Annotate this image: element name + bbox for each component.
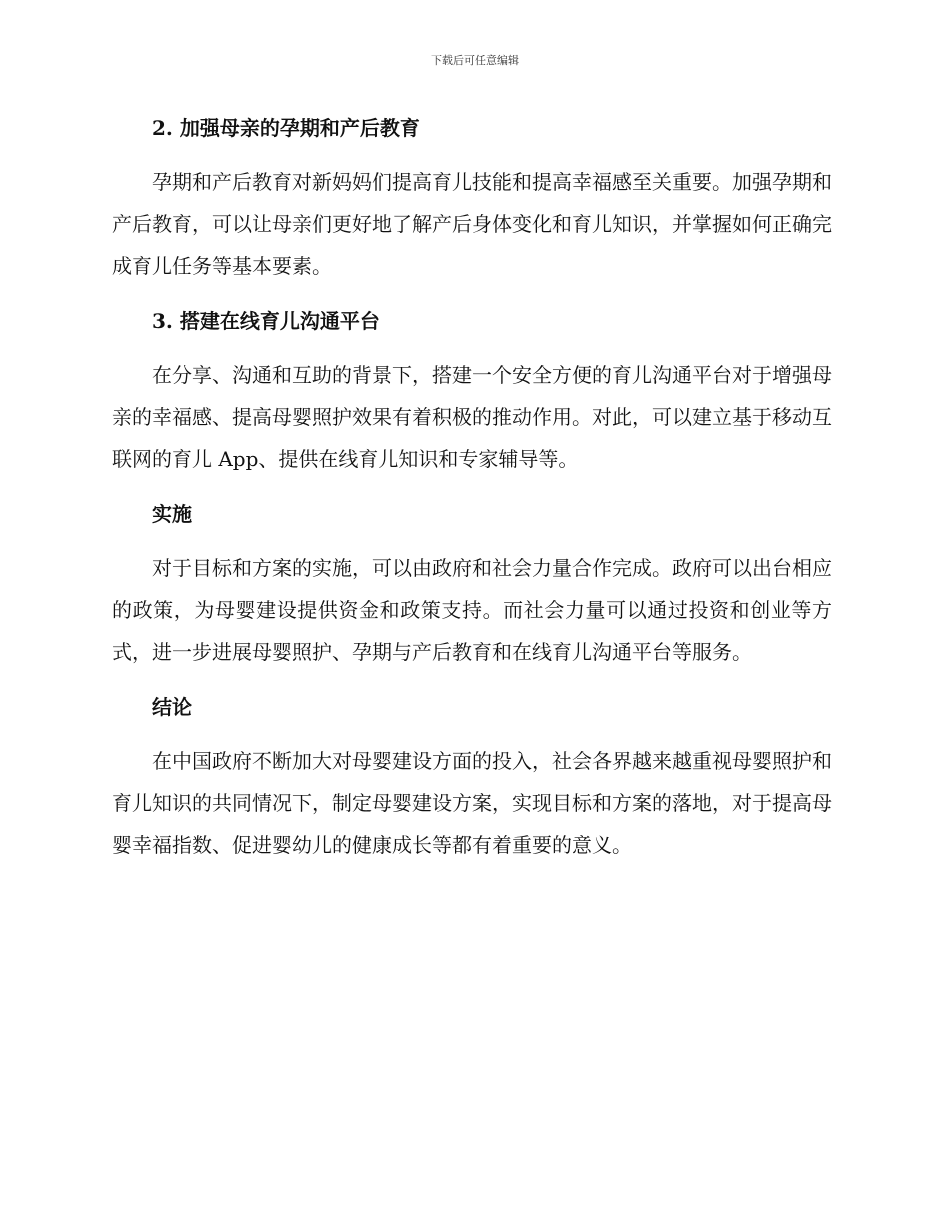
section-heading-conclusion: 结论 [152, 695, 192, 719]
section-heading-implementation: 实施 [152, 502, 192, 526]
section-paragraph-online-platform: 在分享、沟通和互助的背景下，搭建一个安全方便的育儿沟通平台对于增强母亲的幸福感、提高母婴照护效果有着积极的推动作用。对此，可以建立基于移动互联网的育儿 App、提供在线育儿知识和专家辅导等。 [112, 363, 832, 471]
section-paragraph-implementation: 对于目标和方案的实施，可以由政府和社会力量合作完成。政府可以出台相应的政策，为母婴建设提供资金和政策支持。而社会力量可以通过投资和创业等方式，进一步进展母婴照护、孕期与产后教育和在线育儿沟通平台等服务。 [112, 556, 832, 664]
section-paragraph-pregnancy-education: 孕期和产后教育对新妈妈们提高育儿技能和提高幸福感至关重要。加强孕期和产后教育，可以让母亲们更好地了解产后身体变化和育儿知识，并掌握如何正确完成育儿任务等基本要素。 [112, 170, 832, 278]
section-paragraph-conclusion: 在中国政府不断加大对母婴建设方面的投入，社会各界越来越重视母婴照护和育儿知识的共同情况下，制定母婴建设方案，实现目标和方案的落地，对于提高母婴幸福指数、促进婴幼儿的健康成长等都有着重要的意义。 [112, 749, 832, 857]
section-heading-pregnancy-education: 2. 加强母亲的孕期和产后教育 [152, 116, 420, 140]
document-body [112, 108, 832, 866]
section-heading-online-platform: 3. 搭建在线育儿沟通平台 [152, 309, 380, 333]
page-header: 下载后可任意编辑 [431, 54, 519, 67]
